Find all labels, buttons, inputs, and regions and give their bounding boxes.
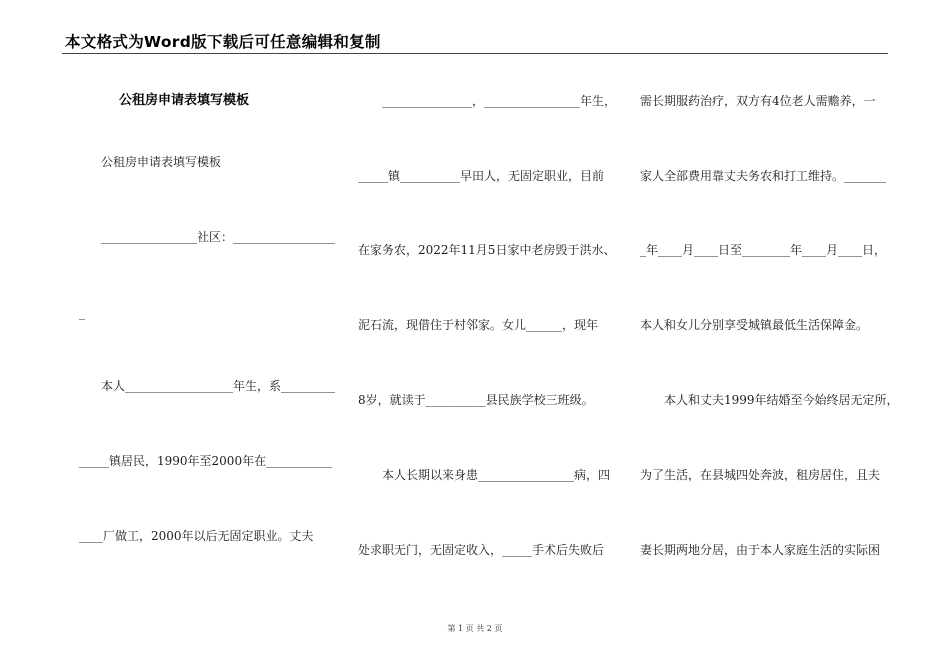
text-line: _年____月____日至________年____月____日，: [640, 243, 887, 257]
text-line: 8岁，就读于__________县民族学校三班级。: [358, 393, 594, 407]
text-line: 需长期服药治疗，双方有4位老人需赡养，一: [640, 94, 876, 108]
text-line: 在家务农，2022年11月5日家中老房毁于洪水、: [358, 243, 616, 257]
text-line: 家人全部费用靠丈夫务农和打工维持。_______: [640, 169, 887, 183]
text-line: 妻长期两地分居，由于本人家庭生活的实际困: [640, 543, 881, 557]
text-line: 公租房申请表填写模板: [101, 155, 222, 169]
text-line: 为了生活，在县城四处奔波，租房居住，且夫: [640, 468, 881, 482]
text-line: 本人和女儿分别享受城镇最低生活保障金。: [640, 318, 869, 332]
text-line: _____镇居民，1990年至2000年在___________: [79, 454, 333, 468]
text-line: 泥石流，现借住于村邻家。女儿______，现年: [358, 318, 599, 332]
text-line: 本人和丈夫1999年结婚至今始终居无定所，: [664, 393, 899, 407]
document-header: 本文格式为Word版下载后可任意编辑和复制: [65, 33, 381, 51]
text-line: _______________，________________年生，: [382, 94, 617, 108]
text-line: ________________社区：_________________: [101, 230, 336, 244]
text-line: _: [79, 306, 85, 320]
page-number: 第 1 页 共 2 页: [447, 624, 503, 633]
text-line: 本人__________________年生，系_________: [101, 379, 336, 393]
header-divider: [62, 53, 888, 54]
text-line: 本人长期以来身患________________病，四: [382, 468, 611, 482]
text-line: _____镇__________早田人，无固定职业，目前: [358, 169, 605, 183]
text-line: 处求职无门，无固定收入，_____手术后失败后: [358, 543, 605, 557]
text-line: ____厂做工，2000年以后无固定职业。丈夫: [79, 529, 314, 543]
document-title: 公租房申请表填写模板: [119, 93, 250, 108]
